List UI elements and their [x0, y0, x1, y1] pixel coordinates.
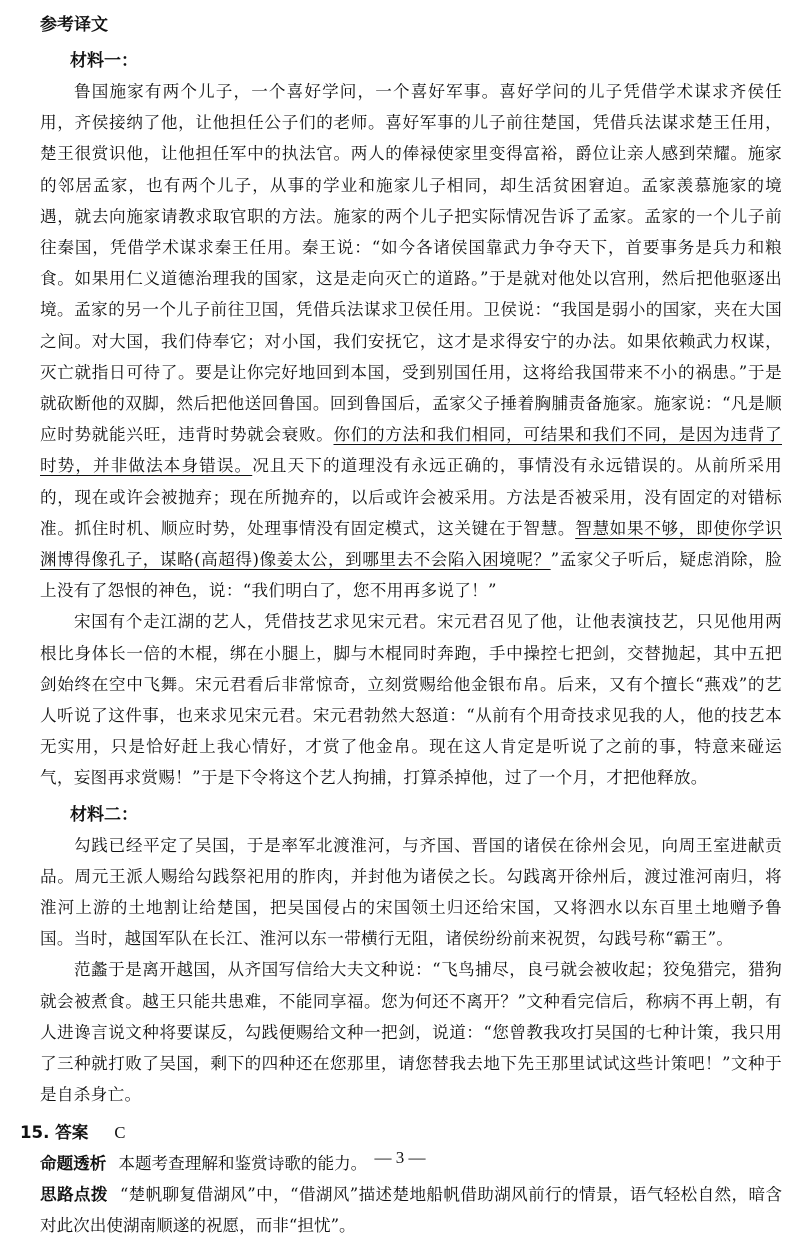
page-number: — 3 — — [374, 1148, 426, 1167]
hint-text: “楚帆聊复借湖风”中，“借湖风”描述楚地船帆借助湖风前行的情景，语气轻松自然，暗含对此次出使湖南顺遂的祝愿，而非“担忧”。 — [40, 1184, 783, 1235]
m1-p1-text-b: 况且天下的道理没有永远正确的，事情没有永远错误的。从前所采用的，现在或许会被抛弃；现在所抛弃的，以后或许会被采用。方法是否被采用，没有固定的对错标准。抓住时机、顺应时势，处理事情没有固定模式，这关键在于智慧。 — [40, 456, 782, 538]
analysis-label: 命题透析 — [40, 1153, 107, 1173]
question-15-answer-line — [20, 1117, 782, 1148]
analysis-text: 本题考查理解和鉴赏诗歌的能力。 — [118, 1153, 368, 1173]
section-heading: 参考译文 — [40, 15, 108, 35]
material-one-paragraph-2: 宋国有个走江湖的艺人，凭借技艺求见宋元君。宋元君召见了他，让他表演技艺，只见他用两根比身体长一倍的木棍，绑在小腿上，脚与木棍同时奔跑，手中操控七把剑，交替抛起，其中五把剑始终在空中飞舞。宋元君看后非常惊奇，立刻赏赐给他金银布帛。后来，又有个擅长“燕戏”的艺人听说了这件事，也来求见宋元君。宋元君勃然大怒道：“从前有个用奇技求见我的人，他的技艺本无实用，只是恰好赶上我心情好，才赏了他金帛。现在这人肯定是听说了之前的事，特意来碰运气，妄图再求赏赐！”于是下令将这个艺人拘捕，打算杀掉他，过了一个月，才把他释放。 — [40, 612, 782, 788]
question-15-answer: C — [114, 1122, 126, 1142]
material-two-title: 材料二： — [70, 804, 138, 825]
document-page — [20, 10, 783, 1241]
material-two-paragraph-2: 范蠡于是离开越国，从齐国写信给大夫文种说：“飞鸟捕尽，良弓就会被收起；狡兔猎完，猎狗就会被煮食。越王只能共患难，不能同享福。您为何还不离开？”文种看完信后，称病不再上朝，有人进谗言说文种将要谋反，勾践便赐给文种一把剑，说道：“您曾教我攻打吴国的七种计策，我只用了三种就打败了吴国，剩下的四种还在您那里，请您替我去地下先王那里试试这些计策吧！”文种于是自杀身亡。 — [40, 960, 782, 1105]
m1-p1-text-c: ”孟家父子听后，疑虑消除，脸上没有了怨恨的神色，说：“我们明白了，您不用再多说了！” — [40, 550, 783, 601]
question-15-hint — [40, 1179, 782, 1241]
material-one-paragraph-1 — [40, 76, 782, 606]
m1-p1-text-a: 鲁国施家有两个儿子，一个喜好学问，一个喜好军事。喜好学问的儿子凭借学术谋求齐侯任用，齐侯接纳了他，让他担任公子们的老师。喜好军事的儿子前往楚国，凭借兵法谋求楚王任用，楚王很赏识他，让他担任军中的执法官。两人的俸禄使家里变得富裕，爵位让亲人感到荣耀。施家的邻居孟家，也有两个儿子，从事的学业和施家儿子相同，却生活贫困窘迫。孟家羡慕施家的境遇，就去向施家请教求取官职的方法。施家的两个儿子把实际情况告诉了孟家。孟家的一个儿子前往秦国，凭借学术谋求秦王任用。秦王说：“如今各诸侯国靠武力争夺天下，首要事务是兵力和粮食。如果用仁义道德治理我的国家，这是走向灭亡的道路。”于是就对他处以宫刑，然后把他驱逐出境。孟家的另一个儿子前往卫国，凭借兵法谋求卫侯任用。卫侯说：“我国是弱小的国家，夹在大国之间。对大国，我们侍奉它；对小国，我们安抚它，这才是求得安宁的办法。如果依赖武力权谋，灭亡就指日可待了。要是让你完好地回到本国，受到别国任用，这将给我国带来不小的祸患。”于是就砍断他的双脚，然后把他送回鲁国。回到鲁国后，孟家父子捶着胸脯责备施家。施家说：“凡是顺应时势就能兴旺，违背时势就会衰败。 — [40, 82, 782, 445]
m1-p1-underlined-1: 你们的方法和我们相同，可结果和我们不同，是因为违背了时势，并非做法本身错误。 — [40, 425, 782, 476]
m1-p1-underlined-2: 智慧如果不够，即使你学识渊博得像孔子，谋略(高超得)像姜太公，到哪里去不会陷入困境呢？ — [40, 518, 782, 570]
material-one-title: 材料一： — [70, 51, 138, 71]
material-two-paragraph-1: 勾践已经平定了吴国，于是率军北渡淮河，与齐国、晋国的诸侯在徐州会见，向周王室进献贡品。周元王派人赐给勾践祭祀用的胙肉，并封他为诸侯之长。勾践离开徐州后，渡过淮河南归，将淮河上游的土地割让给楚国，把吴国侵占的宋国领土归还给宋国，又将泗水以东百里土地赠予鲁国。当时，越国军队在长江、淮河以东一带横行无阻，诸侯纷纷前来祝贺，勾践号称“霸王”。 — [40, 835, 782, 949]
hint-label: 思路点拨 — [40, 1184, 108, 1204]
question-15-number: 15. 答案 — [20, 1122, 89, 1142]
